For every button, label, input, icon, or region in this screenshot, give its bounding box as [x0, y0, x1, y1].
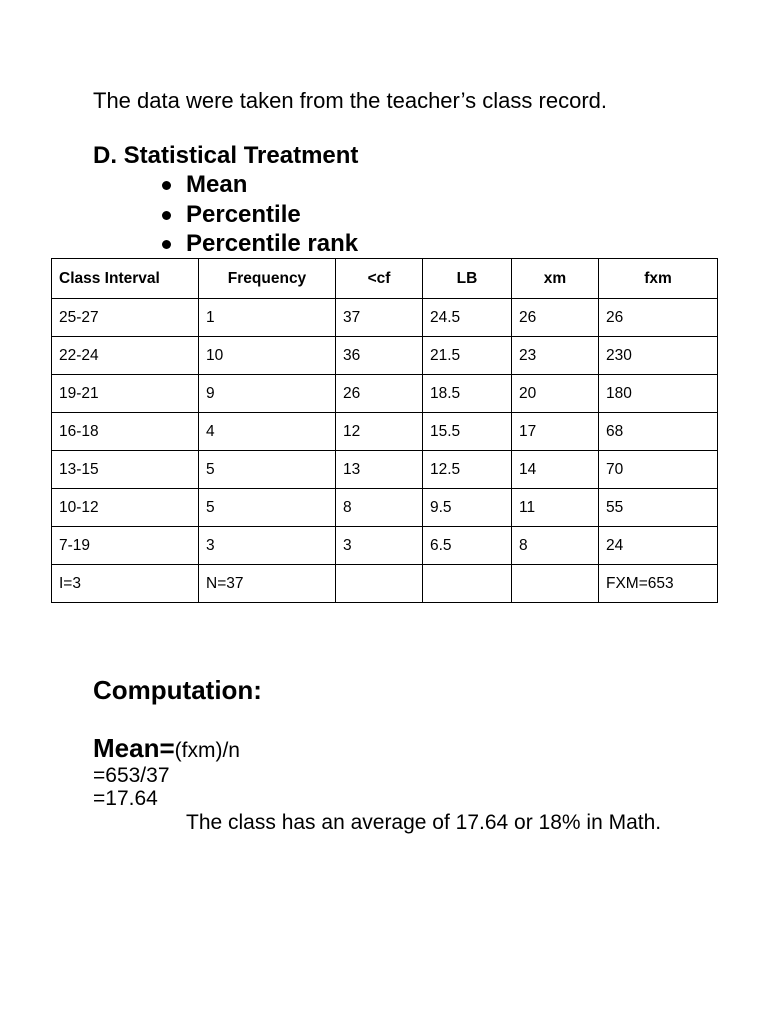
table-cell: 13 — [336, 451, 423, 489]
table-cell: 9 — [199, 375, 336, 413]
table-cell: 9.5 — [423, 489, 512, 527]
section-heading: D. Statistical Treatment — [93, 142, 359, 169]
table-cell: 14 — [512, 451, 599, 489]
table-cell: 8 — [336, 489, 423, 527]
table-row — [52, 337, 718, 375]
table-cell: 12.5 — [423, 451, 512, 489]
treatment-item — [160, 200, 358, 230]
table-cell: 11 — [512, 489, 599, 527]
table-cell: 15.5 — [423, 413, 512, 451]
mean-label: Mean= — [93, 733, 175, 763]
table-cell: 5 — [199, 489, 336, 527]
bullet-icon — [162, 181, 171, 190]
table-row — [52, 451, 718, 489]
table-cell: 24 — [599, 527, 718, 565]
column-header: <cf — [336, 259, 423, 299]
table-row — [52, 489, 718, 527]
intro-text: The data were taken from the teacher’s class record. — [93, 88, 607, 113]
treatment-item — [160, 170, 358, 200]
table-cell: 230 — [599, 337, 718, 375]
table-cell: 6.5 — [423, 527, 512, 565]
treatment-label: Percentile — [186, 200, 301, 228]
table-cell: 10 — [199, 337, 336, 375]
table-row — [52, 375, 718, 413]
conclusion-text: The class has an average of 17.64 or 18% in Math. — [186, 811, 662, 834]
table-cell: 7-19 — [52, 527, 199, 565]
column-header: xm — [512, 259, 599, 299]
treatment-label: Mean — [186, 171, 248, 198]
table-cell: 3 — [336, 527, 423, 565]
table-cell: 12 — [336, 413, 423, 451]
bullet-icon — [162, 211, 171, 220]
table-cell — [423, 565, 512, 603]
table-cell: 17 — [512, 413, 599, 451]
table-cell: 23 — [512, 337, 599, 375]
treatment-item — [160, 229, 358, 259]
table-cell — [336, 565, 423, 603]
table-cell: FXM=653 — [599, 565, 718, 603]
table-cell: 70 — [599, 451, 718, 489]
table-cell: 25-27 — [52, 299, 199, 337]
table-header-row — [52, 259, 718, 299]
table-cell: 18.5 — [423, 375, 512, 413]
table-cell: 21.5 — [423, 337, 512, 375]
bullet-icon — [162, 240, 171, 249]
table-cell: 26 — [512, 299, 599, 337]
table-row — [52, 413, 718, 451]
column-header: fxm — [599, 259, 718, 299]
table-cell: 37 — [336, 299, 423, 337]
column-header: Frequency — [199, 259, 336, 299]
table-cell — [512, 565, 599, 603]
frequency-table — [51, 258, 718, 603]
table-cell: 68 — [599, 413, 718, 451]
table-row — [52, 527, 718, 565]
computation-step: =17.64 — [93, 787, 158, 810]
table-summary-row — [52, 565, 718, 603]
column-header: Class Interval — [52, 259, 199, 299]
table-cell: 55 — [599, 489, 718, 527]
treatment-label: Percentile rank — [186, 230, 359, 257]
table-row — [52, 299, 718, 337]
table-cell: 13-15 — [52, 451, 199, 489]
mean-formula: (fxm)/n — [174, 739, 240, 762]
computation-step: =653/37 — [93, 764, 170, 787]
table-cell: 24.5 — [423, 299, 512, 337]
table-cell: 20 — [512, 375, 599, 413]
table-cell: 26 — [599, 299, 718, 337]
table-cell: 16-18 — [52, 413, 199, 451]
table-cell: 3 — [199, 527, 336, 565]
treatment-list — [160, 170, 358, 259]
table-cell: 1 — [199, 299, 336, 337]
column-header: LB — [423, 259, 512, 299]
table-cell: 8 — [512, 527, 599, 565]
table-cell: 5 — [199, 451, 336, 489]
table-cell: 19-21 — [52, 375, 199, 413]
table-cell: N=37 — [199, 565, 336, 603]
table-cell: 10-12 — [52, 489, 199, 527]
computation-heading: Computation: — [93, 675, 262, 705]
table-cell: 180 — [599, 375, 718, 413]
table-cell: 26 — [336, 375, 423, 413]
table-cell: I=3 — [52, 565, 199, 603]
table-cell: 36 — [336, 337, 423, 375]
table-cell: 22-24 — [52, 337, 199, 375]
table-cell: 4 — [199, 413, 336, 451]
